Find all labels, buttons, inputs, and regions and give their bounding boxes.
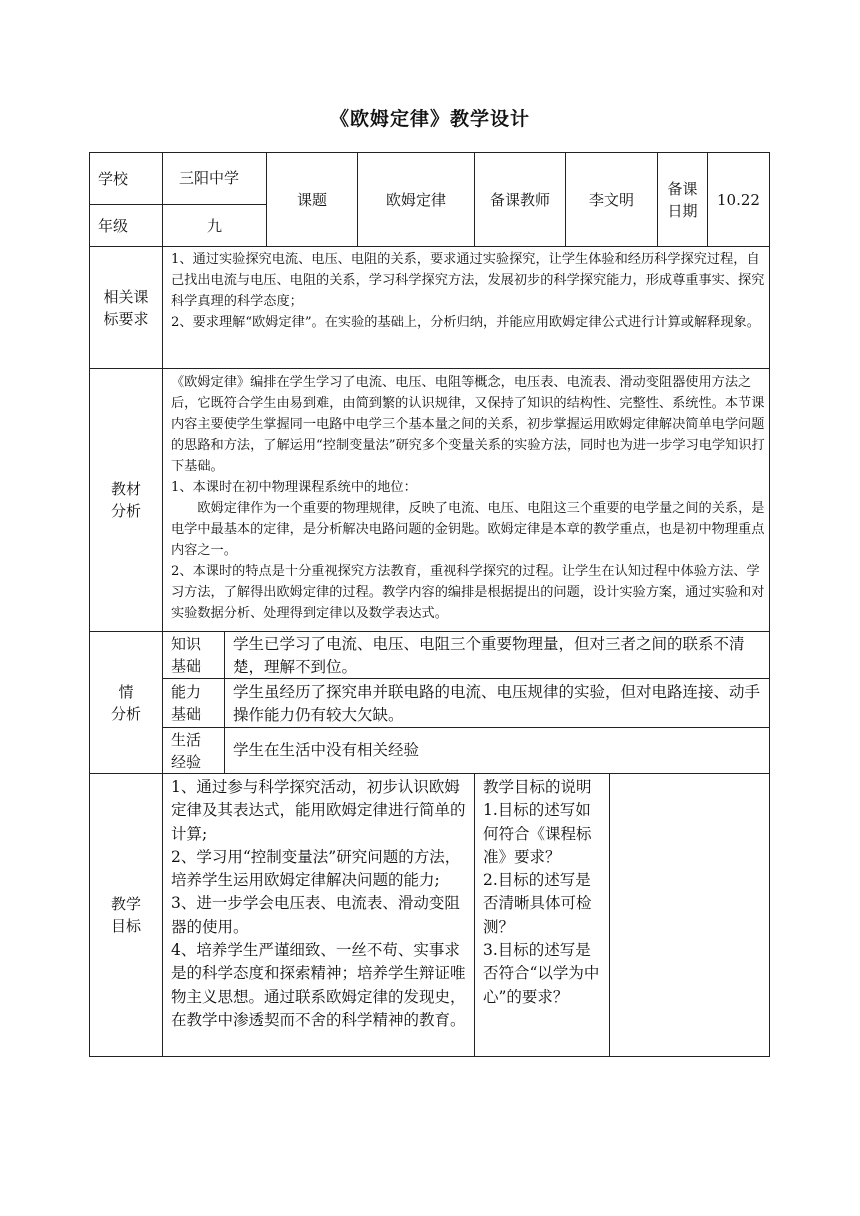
objectives-empty-cell bbox=[609, 773, 770, 1057]
knowledge-paragraph: 学生已学习了电流、电压、电阻三个重要物理量，但对三者之间的联系不清楚，理解不到位。 bbox=[233, 635, 745, 676]
date-value: 10.22 bbox=[707, 152, 770, 247]
school-label: 学校 bbox=[89, 152, 163, 205]
topic-value: 欧姆定律 bbox=[357, 152, 475, 247]
school-value: 三阳中学 bbox=[162, 152, 267, 205]
standards-label-line1: 相关课 bbox=[103, 287, 149, 306]
teacher-label: 备课教师 bbox=[474, 152, 566, 247]
standards-paragraph: 1、通过实验探究电流、电压、电阻的关系，要求通过实验探究，让学生体验和经历科学探究过程，自己找出电流与电压、电阻的关系，学习科学探究方法，发展初步的科学探究能力，形成尊重事实、探究科学真理的科学态度； bbox=[171, 252, 765, 309]
knowledge-label bbox=[162, 631, 225, 679]
objectives-content bbox=[162, 773, 475, 1057]
objective-item: 3、进一步学会电压表、电流表、滑动变阻器的使用。 bbox=[171, 894, 460, 936]
topic-label: 课题 bbox=[266, 152, 358, 247]
objective-item: 2、学习用“控制变量法”研究问题的方法，培养学生运用欧姆定律解决问题的能力; bbox=[171, 847, 461, 890]
objective-note: 3.目标的述写是否符合“以学为中心”的要求？ bbox=[483, 941, 600, 1006]
objective-note: 教学目标的说明 bbox=[483, 778, 592, 796]
knowledge-label-line2: 基础 bbox=[171, 657, 202, 675]
textbook-paragraph: 2、本课时的特点是十分重视探究方法教育，重视科学探究的过程。让学生在认知过程中体验方法、学习方法，了解得出欧姆定律的过程。教学内容的编排是根据提出的问题，设计实验方案，通过实验和对实验数据分析、处理得到定律以及数学表达式。 bbox=[171, 564, 765, 621]
learner-label bbox=[89, 631, 163, 774]
textbook-label-line2: 分析 bbox=[110, 502, 141, 520]
textbook-paragraph: 《欧姆定律》编排在学生学习了电流、电压、电阻等概念，电压表、电流表、滑动变阻器使用方法之后，它既符合学生由易到难，由简到繁的认识规律，又保持了知识的结构性、完整性、系统性。本节课内容主要使学生掌握同一电路中电学三个基本量之间的关系，初步掌握运用欧姆定律解决简单电学问题的思路和方法，了解运用“控制变量法”研究多个变量关系的实验方法，同时也为进一步学习电学知识打下基础。 bbox=[171, 375, 765, 474]
life-text bbox=[224, 727, 770, 774]
date-label-line2: 日期 bbox=[667, 201, 698, 220]
grade-value: 九 bbox=[162, 204, 267, 247]
textbook-content bbox=[162, 368, 770, 632]
knowledge-label-line1: 知识 bbox=[171, 635, 202, 653]
page-title: 《欧姆定律》教学设计 bbox=[329, 108, 530, 130]
objectives-label-line2: 目标 bbox=[110, 917, 141, 935]
objective-item: 4、培养学生严谨细致、一丝不苟、实事求是的科学态度和探索精神；培养学生辩证唯物主义思想。通过联系欧姆定律的发现史，在教学中渗透契而不舍的科学精神的教育。 bbox=[171, 941, 466, 1029]
objective-note: 2.目标的述写是否清晰具体可检测？ bbox=[483, 871, 592, 936]
ability-label bbox=[162, 678, 225, 728]
date-label-line1: 备课 bbox=[667, 179, 698, 198]
life-label-line2: 经验 bbox=[171, 752, 202, 771]
knowledge-text bbox=[224, 631, 770, 679]
ability-text bbox=[224, 678, 770, 728]
standards-paragraph: 2、要求理解“欧姆定律”。在实验的基础上，分析归纳，并能应用欧姆定律公式进行计算或解释现象。 bbox=[171, 315, 760, 330]
ability-paragraph: 学生虽经历了探究串并联电路的电流、电压规律的实验，但对电路连接、动手操作能力仍有较大欠缺。 bbox=[233, 683, 761, 724]
textbook-label bbox=[89, 368, 163, 632]
objectives-label bbox=[89, 773, 163, 1057]
life-paragraph: 学生在生活中没有相关经验 bbox=[233, 741, 420, 759]
objective-item: 1、通过参与科学探究活动，初步认识欧姆定律及其表达式，能用欧姆定律进行简单的计算; bbox=[171, 778, 466, 843]
standards-content bbox=[162, 246, 770, 369]
learner-label-line1: 情 bbox=[118, 682, 134, 701]
objectives-label-line1: 教学 bbox=[110, 895, 141, 913]
ability-label-line2: 基础 bbox=[171, 705, 202, 723]
ability-label-line1: 能力 bbox=[171, 683, 202, 701]
life-label-line1: 生活 bbox=[171, 730, 202, 749]
textbook-paragraph: 欧姆定律作为一个重要的物理规律，反映了电流、电压、电阻这三个重要的电学量之间的关系，是电学中最基本的定律，是分析解决电路问题的金钥匙。欧姆定律是本章的教学重点，也是初中物理重点内容之一。 bbox=[171, 501, 765, 558]
grade-label: 年级 bbox=[89, 204, 163, 247]
textbook-label-line1: 教材 bbox=[110, 480, 141, 498]
teacher-value: 李文明 bbox=[565, 152, 658, 247]
life-label bbox=[162, 727, 225, 774]
standards-label-line2: 标要求 bbox=[103, 309, 149, 328]
objective-note: 1.目标的述写如何符合《课程标准》要求？ bbox=[483, 801, 592, 866]
date-label bbox=[657, 152, 708, 247]
objectives-notes bbox=[474, 773, 610, 1057]
learner-label-line2: 分析 bbox=[110, 704, 141, 723]
textbook-paragraph: 1、本课时在初中物理课程系统中的地位： bbox=[171, 480, 417, 495]
standards-label bbox=[89, 246, 163, 369]
